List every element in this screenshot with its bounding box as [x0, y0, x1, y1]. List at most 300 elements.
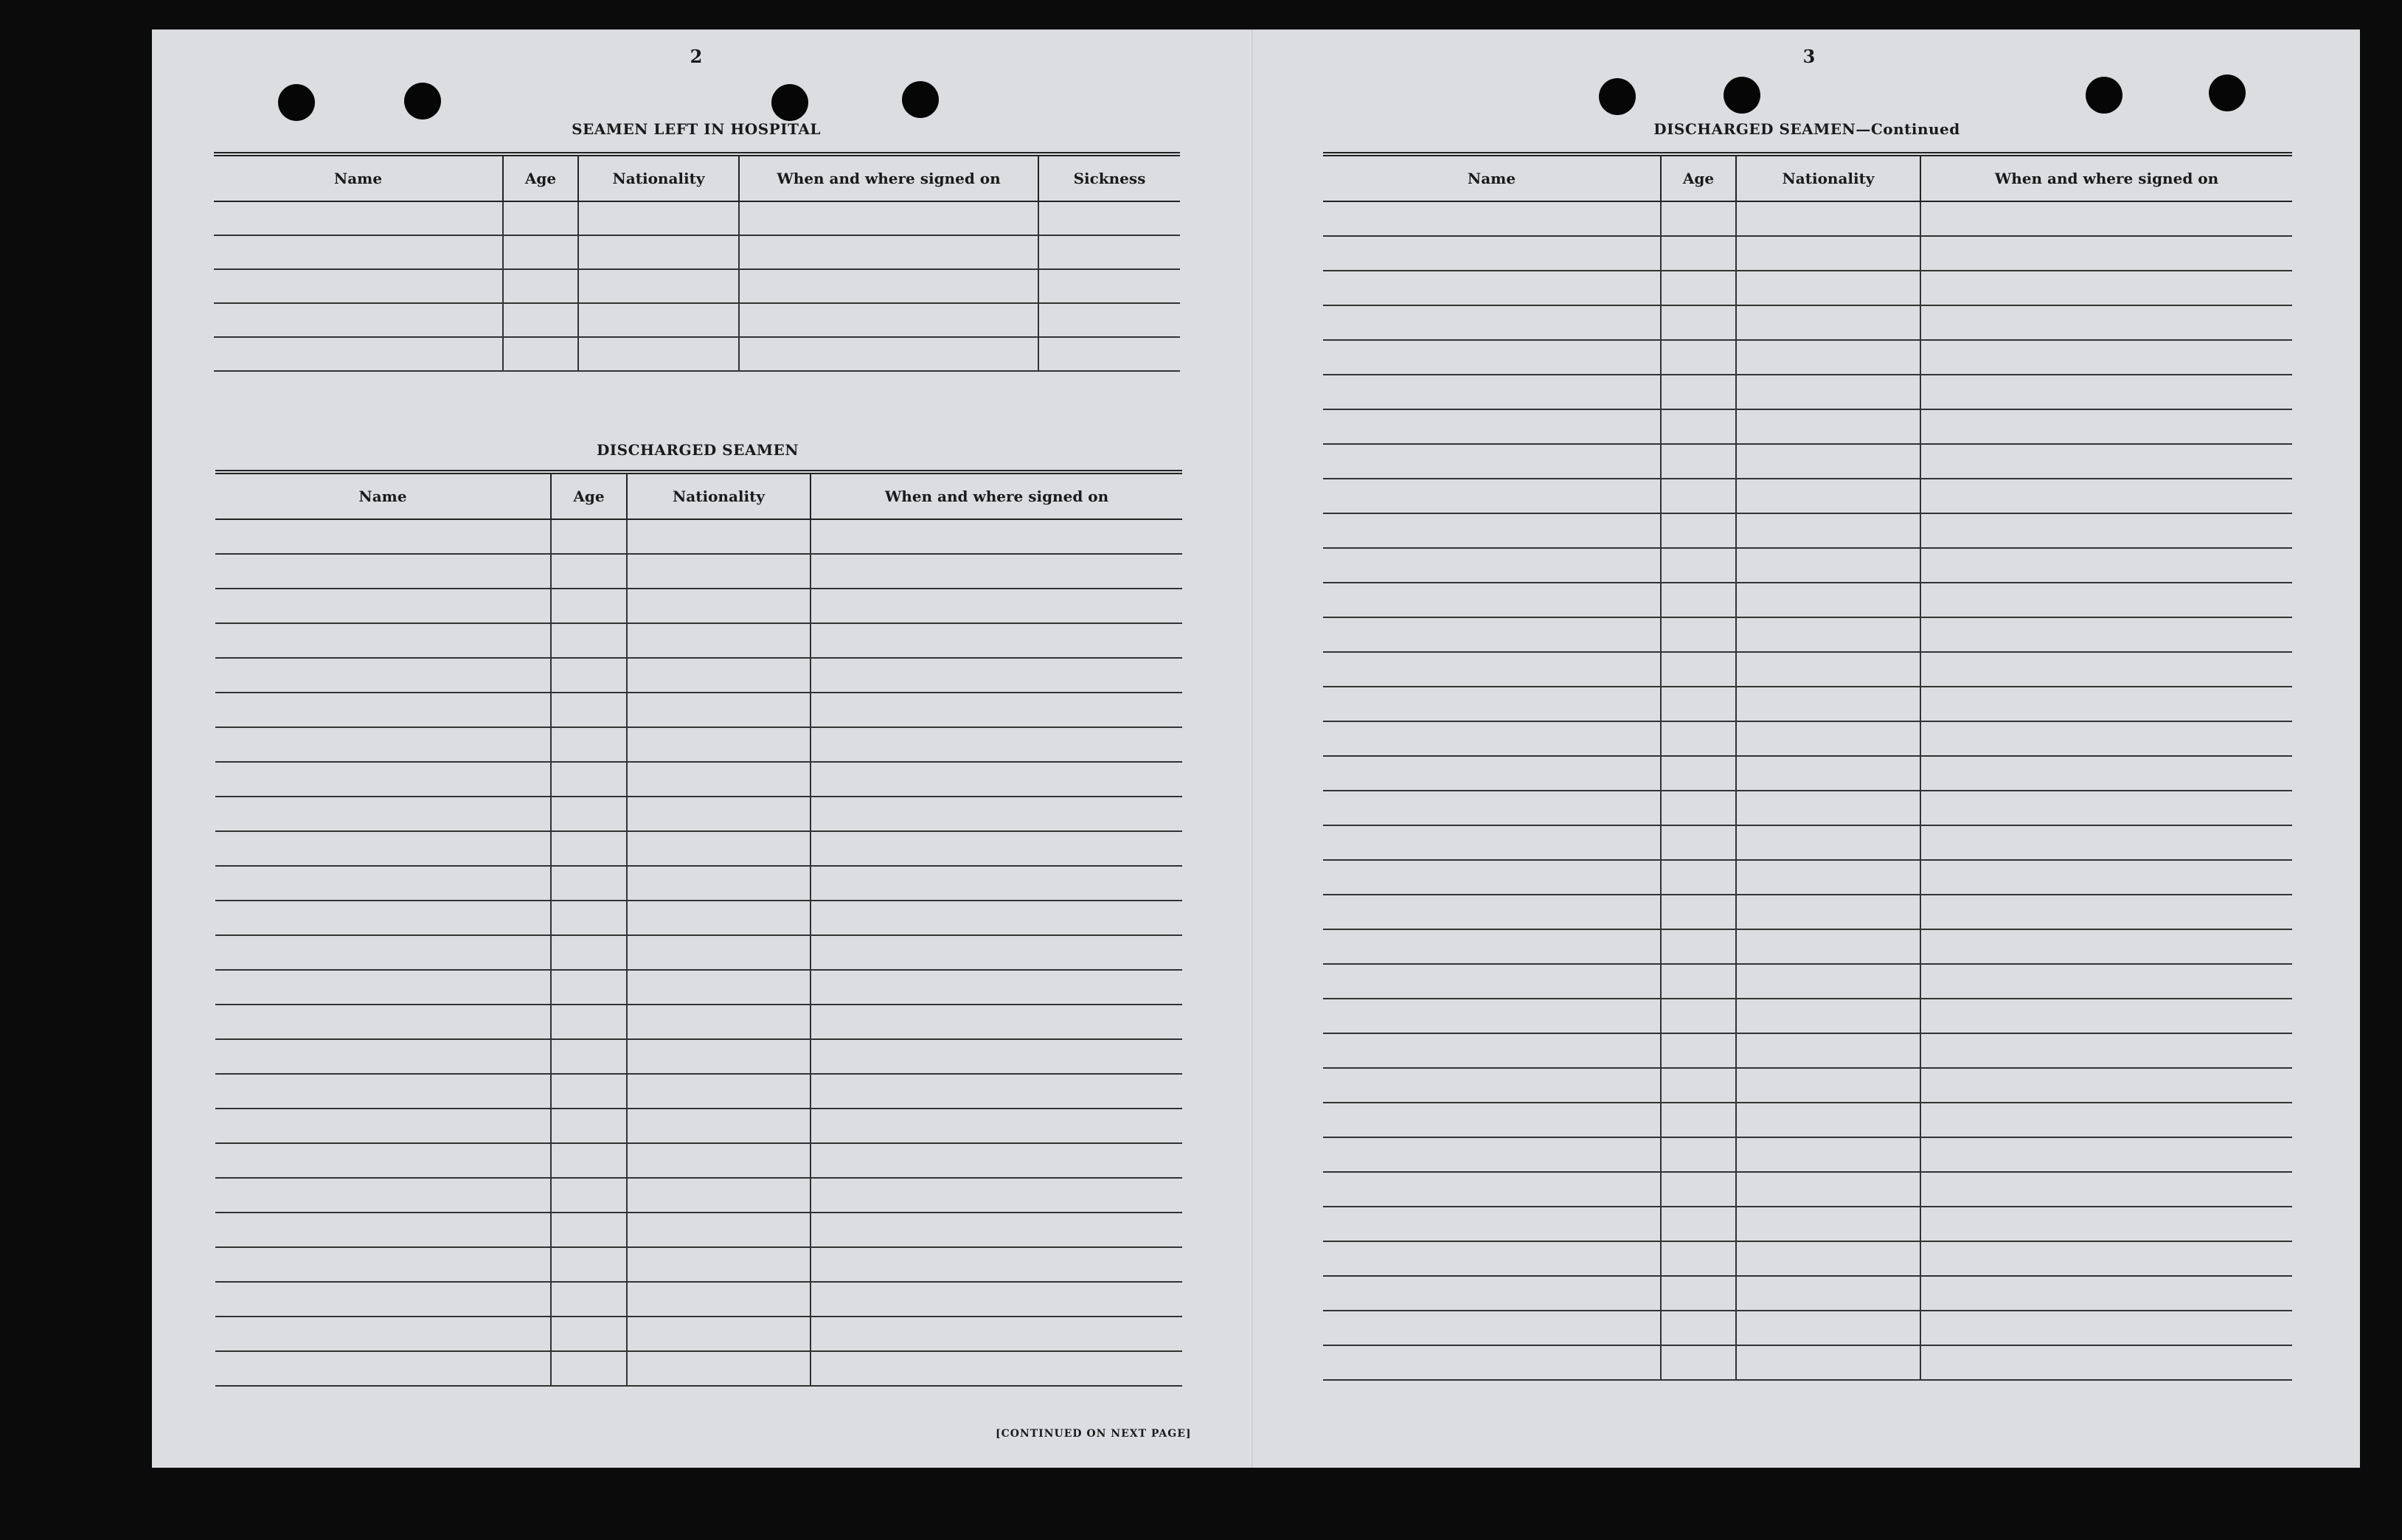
- blank-cell: [810, 658, 1182, 693]
- blank-cell: [1323, 791, 1661, 825]
- table-row: [1323, 1276, 2292, 1311]
- blank-cell: [1661, 513, 1736, 548]
- table-row: [215, 866, 1182, 901]
- blank-cell: [215, 797, 551, 831]
- table-row: [215, 1143, 1182, 1178]
- blank-cell: [1323, 1207, 1661, 1241]
- blank-cell: [1661, 1276, 1736, 1311]
- table-row: [1323, 236, 2292, 271]
- blank-cell: [551, 623, 627, 658]
- blank-cell: [1038, 235, 1180, 269]
- table-row: [1323, 409, 2292, 444]
- table-row: [215, 970, 1182, 1005]
- blank-cell: [627, 554, 810, 589]
- blank-cell: [1661, 1137, 1736, 1172]
- blank-cell: [1736, 444, 1920, 479]
- blank-cell: [578, 235, 739, 269]
- blank-cell: [551, 1178, 627, 1213]
- blank-cell: [627, 1039, 810, 1074]
- blank-cell: [1920, 721, 2292, 756]
- table-row: [1323, 305, 2292, 340]
- blank-cell: [1736, 201, 1920, 236]
- blank-cell: [551, 519, 627, 554]
- blank-cell: [1736, 1276, 1920, 1311]
- blank-cell: [1323, 1276, 1661, 1311]
- blank-cell: [1736, 825, 1920, 860]
- blank-cell: [739, 235, 1038, 269]
- table-row: [215, 693, 1182, 727]
- column-header: Nationality: [1736, 154, 1920, 201]
- blank-cell: [1661, 201, 1736, 236]
- blank-cell: [1920, 271, 2292, 305]
- blank-cell: [215, 901, 551, 935]
- blank-cell: [1323, 409, 1661, 444]
- blank-cell: [1323, 1241, 1661, 1276]
- blank-cell: [810, 554, 1182, 589]
- blank-cell: [627, 797, 810, 831]
- blank-cell: [1323, 271, 1661, 305]
- blank-cell: [1661, 999, 1736, 1033]
- continued-section-title: [1653, 120, 1960, 138]
- blank-cell: [578, 303, 739, 337]
- blank-cell: [810, 1143, 1182, 1178]
- punch-hole: [2209, 74, 2246, 111]
- blank-cell: [1323, 756, 1661, 791]
- table-row: [215, 1317, 1182, 1351]
- blank-cell: [1920, 513, 2292, 548]
- blank-cell: [1661, 964, 1736, 999]
- blank-cell: [1920, 1311, 2292, 1345]
- blank-cell: [1920, 964, 2292, 999]
- blank-cell: [1736, 1172, 1920, 1207]
- blank-cell: [1323, 1311, 1661, 1345]
- blank-cell: [810, 519, 1182, 554]
- blank-cell: [1323, 929, 1661, 964]
- blank-cell: [810, 589, 1182, 623]
- blank-cell: [551, 762, 627, 797]
- punch-hole: [2086, 77, 2122, 114]
- blank-cell: [1323, 721, 1661, 756]
- blank-cell: [627, 970, 810, 1005]
- table-row: [215, 554, 1182, 589]
- blank-cell: [1920, 548, 2292, 583]
- blank-cell: [1661, 1172, 1736, 1207]
- blank-cell: [1323, 548, 1661, 583]
- blank-cell: [810, 1109, 1182, 1143]
- blank-cell: [1920, 236, 2292, 271]
- blank-cell: [810, 693, 1182, 727]
- column-header: Nationality: [578, 154, 739, 201]
- blank-cell: [1920, 1207, 2292, 1241]
- blank-cell: [1736, 1103, 1920, 1137]
- blank-cell: [1661, 479, 1736, 513]
- left-page-number: 2: [690, 46, 703, 67]
- blank-cell: [1323, 1103, 1661, 1137]
- blank-cell: [503, 269, 578, 303]
- blank-cell: [810, 1317, 1182, 1351]
- blank-cell: [1661, 444, 1736, 479]
- blank-cell: [1661, 583, 1736, 617]
- continued-title-suffix: —Continued: [1856, 120, 1960, 138]
- blank-cell: [1920, 929, 2292, 964]
- blank-cell: [1736, 617, 1920, 652]
- blank-cell: [1736, 1241, 1920, 1276]
- blank-cell: [627, 1109, 810, 1143]
- punch-hole: [1599, 78, 1636, 115]
- table-row: [1323, 1241, 2292, 1276]
- table-row: [215, 935, 1182, 970]
- blank-cell: [215, 658, 551, 693]
- blank-cell: [810, 1351, 1182, 1386]
- blank-cell: [627, 1317, 810, 1351]
- blank-cell: [627, 762, 810, 797]
- punch-hole: [278, 84, 315, 121]
- blank-cell: [1920, 687, 2292, 721]
- blank-cell: [1920, 409, 2292, 444]
- blank-cell: [1736, 1068, 1920, 1103]
- blank-cell: [551, 589, 627, 623]
- blank-cell: [503, 201, 578, 235]
- blank-cell: [578, 269, 739, 303]
- blank-cell: [1323, 1068, 1661, 1103]
- blank-cell: [215, 1005, 551, 1039]
- blank-cell: [1920, 305, 2292, 340]
- blank-cell: [215, 1109, 551, 1143]
- table-row: [1323, 1207, 2292, 1241]
- blank-cell: [810, 1213, 1182, 1247]
- blank-cell: [627, 658, 810, 693]
- blank-cell: [810, 1005, 1182, 1039]
- table-row: [1323, 340, 2292, 375]
- discharged-section-title: DISCHARGED SEAMEN: [596, 441, 799, 459]
- blank-cell: [627, 1213, 810, 1247]
- blank-cell: [627, 589, 810, 623]
- blank-cell: [627, 866, 810, 901]
- blank-cell: [810, 901, 1182, 935]
- punch-hole: [404, 83, 441, 119]
- blank-cell: [1323, 375, 1661, 409]
- blank-cell: [810, 762, 1182, 797]
- blank-cell: [1920, 375, 2292, 409]
- blank-cell: [214, 201, 503, 235]
- table-row: [1323, 375, 2292, 409]
- blank-cell: [1323, 201, 1661, 236]
- blank-cell: [1920, 791, 2292, 825]
- table-row: [215, 901, 1182, 935]
- blank-cell: [810, 1178, 1182, 1213]
- page-fold: [1252, 30, 1253, 1468]
- blank-cell: [1661, 791, 1736, 825]
- blank-cell: [1920, 1137, 2292, 1172]
- blank-cell: [551, 1109, 627, 1143]
- blank-cell: [1038, 201, 1180, 235]
- blank-cell: [1920, 340, 2292, 375]
- blank-cell: [627, 901, 810, 935]
- hospital-section-title: SEAMEN LEFT IN HOSPITAL: [572, 120, 821, 138]
- blank-cell: [1920, 1103, 2292, 1137]
- blank-cell: [1920, 1033, 2292, 1068]
- blank-cell: [1661, 929, 1736, 964]
- continued-title-main: DISCHARGED SEAMEN: [1653, 120, 1856, 138]
- table-row: [215, 1247, 1182, 1282]
- blank-cell: [503, 337, 578, 371]
- column-header: Name: [1323, 154, 1661, 201]
- table-row: [1323, 687, 2292, 721]
- blank-cell: [739, 201, 1038, 235]
- blank-cell: [1323, 1033, 1661, 1068]
- blank-cell: [810, 727, 1182, 762]
- blank-cell: [1920, 1345, 2292, 1380]
- blank-cell: [551, 1282, 627, 1317]
- hospital-table: [214, 152, 1180, 372]
- blank-cell: [215, 1039, 551, 1074]
- blank-cell: [1323, 479, 1661, 513]
- blank-cell: [1920, 999, 2292, 1033]
- column-header: Sickness: [1038, 154, 1180, 201]
- table-row: [1323, 201, 2292, 236]
- blank-cell: [1736, 1137, 1920, 1172]
- blank-cell: [551, 1213, 627, 1247]
- table-row: [215, 1351, 1182, 1386]
- blank-cell: [1323, 513, 1661, 548]
- table-row: [1323, 1068, 2292, 1103]
- blank-cell: [551, 1247, 627, 1282]
- continued-table: [1323, 152, 2292, 1381]
- blank-cell: [1661, 1345, 1736, 1380]
- blank-cell: [215, 727, 551, 762]
- blank-cell: [1661, 548, 1736, 583]
- column-header: Age: [503, 154, 578, 201]
- blank-cell: [1661, 825, 1736, 860]
- blank-cell: [1736, 583, 1920, 617]
- blank-cell: [739, 337, 1038, 371]
- blank-cell: [1736, 895, 1920, 929]
- table-row: [215, 1074, 1182, 1109]
- blank-cell: [578, 337, 739, 371]
- blank-cell: [578, 201, 739, 235]
- blank-cell: [810, 831, 1182, 866]
- blank-cell: [1661, 756, 1736, 791]
- blank-cell: [1920, 1276, 2292, 1311]
- blank-cell: [1323, 583, 1661, 617]
- blank-cell: [1323, 1172, 1661, 1207]
- table-row: [1323, 756, 2292, 791]
- blank-cell: [551, 1074, 627, 1109]
- blank-cell: [1323, 999, 1661, 1033]
- column-header: Nationality: [627, 472, 810, 519]
- blank-cell: [810, 866, 1182, 901]
- blank-cell: [1736, 236, 1920, 271]
- blank-cell: [627, 1247, 810, 1282]
- blank-cell: [503, 235, 578, 269]
- table-row: [215, 519, 1182, 554]
- table-row: [1323, 964, 2292, 999]
- blank-cell: [551, 1317, 627, 1351]
- blank-cell: [627, 727, 810, 762]
- blank-cell: [1323, 860, 1661, 895]
- table-row: [1323, 513, 2292, 548]
- blank-cell: [215, 1213, 551, 1247]
- blank-cell: [215, 1282, 551, 1317]
- blank-cell: [1661, 271, 1736, 305]
- blank-cell: [215, 1178, 551, 1213]
- table-row: [1323, 444, 2292, 479]
- blank-cell: [627, 1178, 810, 1213]
- blank-cell: [1323, 236, 1661, 271]
- blank-cell: [215, 554, 551, 589]
- table-row: [214, 303, 1180, 337]
- column-header: Name: [214, 154, 503, 201]
- blank-cell: [215, 1351, 551, 1386]
- blank-cell: [1736, 687, 1920, 721]
- blank-cell: [810, 623, 1182, 658]
- blank-cell: [627, 519, 810, 554]
- blank-cell: [1661, 236, 1736, 271]
- blank-cell: [1323, 687, 1661, 721]
- blank-cell: [214, 235, 503, 269]
- table-row: [1323, 791, 2292, 825]
- blank-cell: [1661, 340, 1736, 375]
- blank-cell: [1736, 999, 1920, 1033]
- blank-cell: [1661, 895, 1736, 929]
- blank-cell: [551, 693, 627, 727]
- table-row: [215, 797, 1182, 831]
- blank-cell: [1661, 305, 1736, 340]
- blank-cell: [1736, 548, 1920, 583]
- table-row: [1323, 1172, 2292, 1207]
- blank-cell: [1736, 1207, 1920, 1241]
- blank-cell: [1661, 1241, 1736, 1276]
- table-row: [215, 727, 1182, 762]
- table-row: [215, 1213, 1182, 1247]
- blank-cell: [551, 797, 627, 831]
- blank-cell: [810, 970, 1182, 1005]
- blank-cell: [627, 1143, 810, 1178]
- punch-hole: [902, 81, 939, 118]
- blank-cell: [627, 1074, 810, 1109]
- blank-cell: [810, 1039, 1182, 1074]
- table-row: [215, 623, 1182, 658]
- blank-cell: [627, 935, 810, 970]
- blank-cell: [1920, 444, 2292, 479]
- blank-cell: [627, 1282, 810, 1317]
- blank-cell: [215, 693, 551, 727]
- blank-cell: [503, 303, 578, 337]
- blank-cell: [1920, 1241, 2292, 1276]
- blank-cell: [1661, 1311, 1736, 1345]
- blank-cell: [214, 269, 503, 303]
- table-row: [214, 201, 1180, 235]
- blank-cell: [215, 1247, 551, 1282]
- blank-cell: [1736, 305, 1920, 340]
- column-header: When and where signed on: [1920, 154, 2292, 201]
- blank-cell: [1661, 721, 1736, 756]
- blank-cell: [1323, 444, 1661, 479]
- blank-cell: [1736, 375, 1920, 409]
- blank-cell: [1736, 964, 1920, 999]
- blank-cell: [1736, 271, 1920, 305]
- table-row: [1323, 1103, 2292, 1137]
- blank-cell: [551, 970, 627, 1005]
- table-row: [1323, 1311, 2292, 1345]
- column-header: Age: [1661, 154, 1736, 201]
- blank-cell: [1736, 929, 1920, 964]
- punch-hole: [771, 84, 808, 121]
- blank-cell: [1661, 652, 1736, 687]
- table-row: [1323, 895, 2292, 929]
- blank-cell: [1661, 1103, 1736, 1137]
- table-row: [215, 1178, 1182, 1213]
- blank-cell: [1736, 1311, 1920, 1345]
- blank-cell: [551, 658, 627, 693]
- blank-cell: [551, 1005, 627, 1039]
- blank-cell: [810, 1247, 1182, 1282]
- blank-cell: [1920, 895, 2292, 929]
- blank-cell: [551, 935, 627, 970]
- continued-note: [CONTINUED ON NEXT PAGE]: [996, 1428, 1192, 1440]
- blank-cell: [215, 519, 551, 554]
- blank-cell: [1736, 860, 1920, 895]
- blank-cell: [1661, 860, 1736, 895]
- blank-cell: [1736, 791, 1920, 825]
- table-row: [1323, 825, 2292, 860]
- column-header: When and where signed on: [739, 154, 1038, 201]
- blank-cell: [1736, 513, 1920, 548]
- blank-cell: [1736, 756, 1920, 791]
- blank-cell: [1920, 617, 2292, 652]
- blank-cell: [1736, 652, 1920, 687]
- blank-cell: [1920, 1172, 2292, 1207]
- blank-cell: [810, 1074, 1182, 1109]
- blank-cell: [1736, 340, 1920, 375]
- blank-cell: [1661, 409, 1736, 444]
- table-row: [215, 1109, 1182, 1143]
- table-row: [215, 658, 1182, 693]
- table-row: [1323, 548, 2292, 583]
- blank-cell: [551, 901, 627, 935]
- right-page-number: 3: [1802, 46, 1816, 67]
- table-row: [1323, 479, 2292, 513]
- blank-cell: [1661, 375, 1736, 409]
- blank-cell: [1323, 652, 1661, 687]
- blank-cell: [215, 970, 551, 1005]
- blank-cell: [215, 762, 551, 797]
- blank-cell: [1661, 687, 1736, 721]
- blank-cell: [551, 727, 627, 762]
- blank-cell: [739, 303, 1038, 337]
- table-row: [1323, 583, 2292, 617]
- blank-cell: [810, 935, 1182, 970]
- blank-cell: [1920, 756, 2292, 791]
- blank-cell: [1920, 583, 2292, 617]
- blank-cell: [551, 866, 627, 901]
- blank-cell: [551, 1039, 627, 1074]
- blank-cell: [1038, 303, 1180, 337]
- blank-cell: [1736, 479, 1920, 513]
- table-row: [1323, 721, 2292, 756]
- blank-cell: [1038, 269, 1180, 303]
- table-row: [214, 337, 1180, 371]
- blank-cell: [627, 1351, 810, 1386]
- blank-cell: [1920, 652, 2292, 687]
- blank-cell: [215, 1317, 551, 1351]
- blank-cell: [215, 589, 551, 623]
- table-row: [1323, 617, 2292, 652]
- blank-cell: [627, 623, 810, 658]
- blank-cell: [1920, 825, 2292, 860]
- table-row: [1323, 652, 2292, 687]
- column-header: Name: [215, 472, 551, 519]
